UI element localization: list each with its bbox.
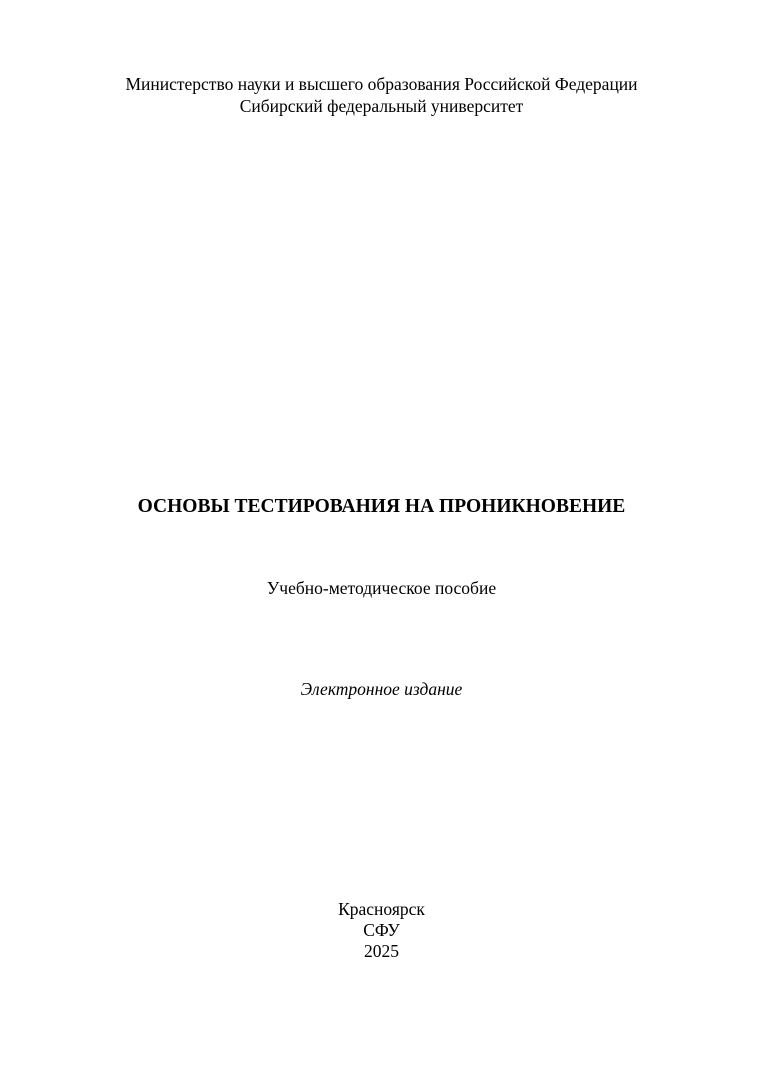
edition-type: Электронное издание (300, 679, 463, 699)
publication-city: Красноярск (338, 899, 425, 919)
ministry-name: Министерство науки и высшего образования Российской Федерации (125, 74, 638, 94)
book-subtitle: Учебно-методическое пособие (266, 578, 497, 598)
book-title: ОСНОВЫ ТЕСТИРОВАНИЯ НА ПРОНИКНОВЕНИЕ (137, 496, 626, 517)
publication-year: 2025 (364, 941, 399, 961)
university-name: Сибирский федеральный университет (239, 96, 524, 116)
publisher-name: СФУ (363, 920, 400, 940)
